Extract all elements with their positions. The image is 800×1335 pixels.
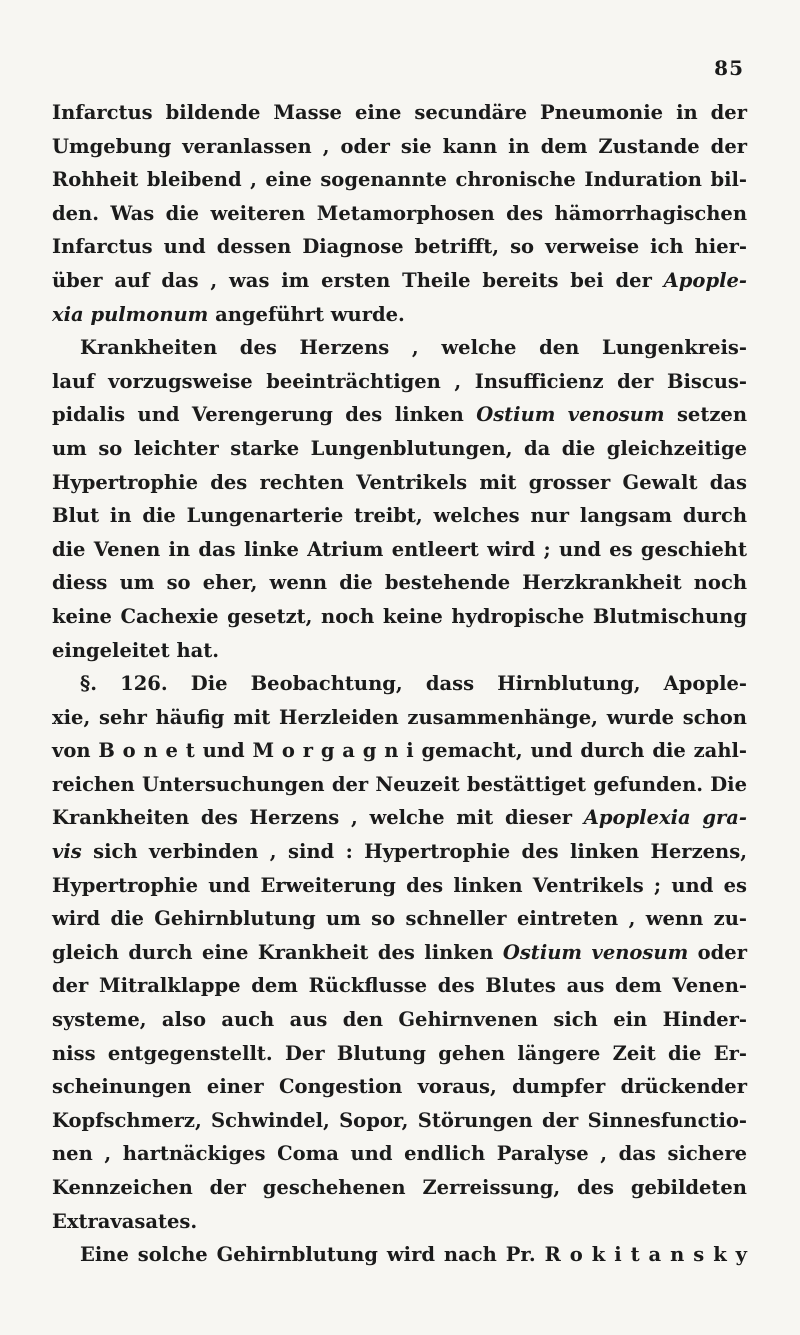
text-segment: lauf vorzugsweise beeinträchtigen , Insufficienz der Biscus- (52, 369, 747, 393)
text-segment: Krankheiten des Herzens , welche den Lungenkreis- (80, 336, 747, 360)
text-segment: oder (688, 940, 747, 964)
text-line (52, 1003, 747, 1037)
text-segment: Kopfschmerz, Schwindel, Sopor, Störungen der Sinnesfunctio- (52, 1108, 747, 1132)
text-line (52, 801, 747, 835)
text-segment: von B o n e t und M o r g a g n i gemacht, und durch die zahl- (52, 739, 747, 763)
text-line (52, 1205, 747, 1239)
text-line (52, 230, 747, 264)
text-line (52, 398, 747, 432)
text-line (52, 667, 747, 701)
text-segment: scheinungen einer Congestion voraus, dumpfer drückender (52, 1075, 747, 1099)
text-segment: über auf das , was im ersten Theile bereits bei der (52, 268, 664, 292)
text-line (52, 432, 747, 466)
text-line (52, 197, 747, 231)
text-line (52, 264, 747, 298)
italic-term: Ostium venosum (502, 940, 689, 964)
page-number: 85 (714, 56, 744, 80)
text-line (52, 835, 747, 869)
text-segment: Eine solche Gehirnblutung wird nach Pr. R o k i t a n s k y (80, 1243, 747, 1267)
text-segment: Infarctus und dessen Diagnose betrifft, so verweise ich hier- (52, 235, 747, 259)
text-segment: gleich durch eine Krankheit des linken (52, 940, 503, 964)
text-line (52, 600, 747, 634)
text-segment: Kennzeichen der geschehenen Zerreissung, des gebildeten (52, 1176, 747, 1199)
text-segment: keine Cachexie gesetzt, noch keine hydropische Blutmischung (52, 604, 747, 628)
text-line (52, 1238, 747, 1272)
italic-term: vis (52, 840, 82, 864)
text-segment: Umgebung veranlassen , oder sie kann in dem Zustande der (52, 134, 747, 158)
text-line (52, 1171, 747, 1205)
text-segment: angeführt wurde. (208, 302, 405, 326)
text-segment: §. 126. Die Beobachtung, dass Hirnblutung, Apople- (80, 672, 747, 696)
text-segment: Blut in die Lungenarterie treibt, welches nur langsam durch (52, 504, 747, 528)
text-line (52, 869, 747, 903)
italic-term: Ostium venosum (476, 403, 665, 427)
text-line (52, 1104, 747, 1138)
text-segment: Rohheit bleibend , eine sogenannte chronische Induration bil- (52, 168, 747, 192)
text-segment: setzen (664, 403, 747, 427)
italic-term: Apople- (663, 268, 747, 292)
text-line (52, 634, 747, 668)
text-line (52, 466, 747, 500)
text-segment: xie, sehr häufig mit Herzleiden zusammenhänge, wurde schon (52, 705, 747, 729)
text-segment: um so leichter starke Lungenblutungen, da die gleichzeitige (52, 436, 747, 460)
body-text (52, 96, 747, 1272)
text-line (52, 701, 747, 735)
text-line (52, 298, 747, 332)
text-segment: systeme, also auch aus den Gehirnvenen sich ein Hinder- (52, 1008, 747, 1032)
text-segment: Infarctus bildende Masse eine secundäre Pneumonie in der (52, 101, 747, 124)
text-segment: wird die Gehirnblutung um so schneller eintreten , wenn zu- (52, 907, 747, 931)
text-segment: Krankheiten des Herzens , welche mit dieser (52, 806, 584, 830)
text-line (52, 499, 747, 533)
text-segment: Extravasates. (52, 1209, 198, 1233)
italic-term: Apoplexia gra- (583, 806, 747, 830)
italic-term: xia pulmonum (52, 302, 209, 326)
text-line (52, 566, 747, 600)
text-line (52, 734, 747, 768)
text-line (52, 365, 747, 399)
text-line (52, 130, 747, 164)
text-line (52, 163, 747, 197)
text-segment: diess um so eher, wenn die bestehende Herzkrankheit noch (52, 571, 747, 595)
text-segment: nen , hartnäckiges Coma und endlich Paralyse , das sichere (52, 1142, 747, 1166)
text-line (52, 96, 747, 130)
text-segment: Hypertrophie und Erweiterung des linken Ventrikels ; und es (52, 873, 747, 897)
text-segment: reichen Untersuchungen der Neuzeit bestättiget gefunden. Die (52, 772, 747, 796)
text-line (52, 1037, 747, 1071)
text-segment: niss entgegenstellt. Der Blutung gehen längere Zeit die Er- (52, 1041, 747, 1065)
text-segment: eingeleitet hat. (52, 638, 220, 662)
text-line (52, 533, 747, 567)
text-line (52, 969, 747, 1003)
text-line (52, 902, 747, 936)
text-segment: die Venen in das linke Atrium entleert wird ; und es geschieht (52, 537, 747, 561)
text-segment: Hypertrophie des rechten Ventrikels mit grosser Gewalt das (52, 470, 747, 494)
text-segment: den. Was die weiteren Metamorphosen des hämorrhagischen (52, 201, 747, 225)
text-line (52, 936, 747, 970)
text-line (52, 768, 747, 802)
text-segment: pidalis und Verengerung des linken (52, 403, 477, 427)
text-segment: der Mitralklappe dem Rückflusse des Blutes aus dem Venen- (52, 974, 747, 998)
text-segment: sich verbinden , sind : Hypertrophie des linken Herzens, (81, 840, 747, 864)
text-line (52, 1070, 747, 1104)
text-line (52, 331, 747, 365)
text-line (52, 1137, 747, 1171)
